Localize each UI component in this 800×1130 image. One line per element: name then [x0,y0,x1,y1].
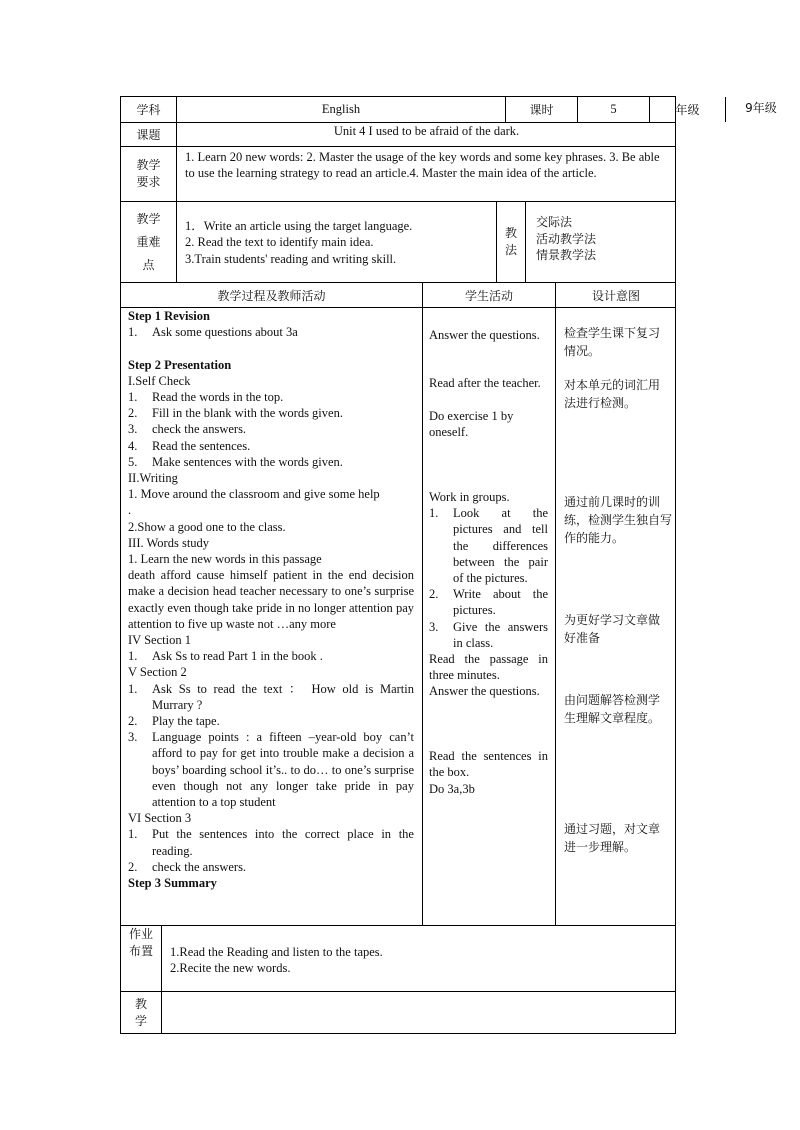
student-read-after: Read after the teacher. [429,376,541,390]
topic-value: Unit 4 I used to be afraid of the dark. [176,123,676,146]
method-list [525,202,676,282]
writing-heading: II.Writing [128,471,178,486]
writing-dot: . [128,503,132,518]
words-line: 1. Learn the new words in this passage [128,552,322,567]
subject-label: 学科 [136,103,161,117]
method-label: 教法 [496,202,525,282]
intent-item: 检查学生课下复习情况。 [564,326,661,358]
intent-item: 通过前几课时的训练，检测学生独自写作的能力。 [564,495,673,545]
list-item: 2. Play the tape. [128,714,220,729]
intent-item: 由问题解答检测学生理解文章程度。 [564,693,661,725]
key-points-list [176,202,496,282]
homework-item: 1.Read the Reading and listen to the tapes. [170,945,383,959]
key-point-item: 2. Read the text to identify main idea. [185,235,374,250]
list-item: 1. Ask Ss to read the text ： How old is Martin Murrary ? [128,681,414,712]
list-item: 3. check the answers. [128,422,247,437]
student-exercise: Do exercise 1 by oneself. [429,409,514,440]
section1-heading: IV Section 1 [128,633,191,648]
student-answer: Answer the questions. [429,328,540,342]
grade-label: 年级 [649,97,725,122]
requirements-row [120,146,676,201]
design-intent-column [555,308,676,925]
writing-line: 1. Move around the classroom and give some help [128,487,380,502]
list-item: 1. Read the words in the top. [128,390,284,404]
teacher-activity-column [121,308,422,925]
step1-title: Step 1 Revision [128,309,210,323]
list-item: 3. Language points : a fifteen –year-old boy can’t afford to pay for get into trouble make a decision a boys’ boarding school it’s.. to do… to one’s surprise even though not any longer take pride in pay attention to a top student [128,730,414,810]
student-do-exercise: Do 3a,3b [429,782,475,796]
homework-list [161,926,676,991]
intent-item: 为更好学习文章做好准备 [564,613,661,645]
reflection-row [120,991,676,1033]
step2-title: Step 2 Presentation [128,357,232,372]
student-read-sentences: Read the sentences in the box. [429,749,548,780]
list-item: 1. Ask Ss to read Part 1 in the book . [128,649,323,664]
list-item: 3. Give the answers in class. [429,619,548,650]
step3-title: Step 3 Summary [128,876,217,891]
period-label: 课时 [505,97,577,122]
subject-value: English [176,97,505,122]
words-list: death afford cause himself patient in the end decision make a decision head teacher necessary to one’s surprise exactly even though take pride in no longer attention pay attention to five up waste not …any more [128,568,414,631]
table-bottom-border [120,1033,676,1034]
intent-item: 对本单元的词汇用法进行检测。 [564,378,661,410]
requirements-label: 教学要求 [136,158,161,189]
process-body-row [120,307,676,925]
homework-row [120,925,676,991]
method-item: 活动教学法 [536,231,597,246]
reflection-label: 教学 [134,997,147,1028]
requirements-text: 1. Learn 20 new words: 2. Master the usage of the key words and some key phrases. 3. Be able to use the learning strategy to read an article.4. Master the main idea of the article. [176,147,676,201]
section2-heading: V Section 2 [128,665,187,680]
design-intent-header: 设计意图 [555,283,676,307]
list-item: 2. Fill in the blank with the words given. [128,406,343,421]
topic-row [120,122,676,146]
topic-label: 课题 [136,128,161,142]
section3-heading: VI Section 3 [128,811,192,826]
student-activity-header: 学生活动 [422,283,555,307]
header-row [120,96,777,122]
key-point-item: 1．Write an article using the target language. [185,219,413,233]
homework-item: 2.Recite the new words. [170,961,291,976]
self-check-heading: I.Self Check [128,373,191,388]
list-item: 2. check the answers. [128,859,247,874]
student-group-work: Work in groups. 1. Look at the pictures and tell the differences between the pair of the pictures. 2. Write about the pictures. 3. Give the answers in class. Read the passage in three minutes. Answer the questions. [429,490,548,699]
homework-label: 作业布置 [129,927,154,958]
key-points-row [120,201,676,282]
method-item: 交际法 [536,215,573,229]
reflection-content [161,992,676,1033]
list-item: 5. Make sentences with the words given. [128,454,343,469]
list-item: 1. Put the sentences into the correct place in the reading. [128,827,414,858]
words-study-heading: III. Words study [128,535,210,550]
grade-value: 9年级 [725,97,796,122]
period-value: 5 [577,97,649,122]
key-points-label: 教学重难点 [136,211,161,272]
teacher-activity-header: 教学过程及教师活动 [217,288,326,303]
student-activity-column [422,308,555,925]
writing-line: 2.Show a good one to the class. [128,519,286,534]
key-point-item: 3.Train students' reading and writing skill. [185,251,397,266]
list-item: 1. Look at the pictures and tell the differences between the pair of the pictures. [429,506,548,586]
list-item: 2. Write about the pictures. [429,587,548,618]
process-header-row [120,282,676,307]
list-item: 4. Read the sentences. [128,438,251,453]
method-item: 情景教学法 [536,248,597,262]
intent-item: 通过习题，对文章进一步理解。 [564,822,661,854]
list-item: 1. Ask some questions about 3a [128,325,298,340]
